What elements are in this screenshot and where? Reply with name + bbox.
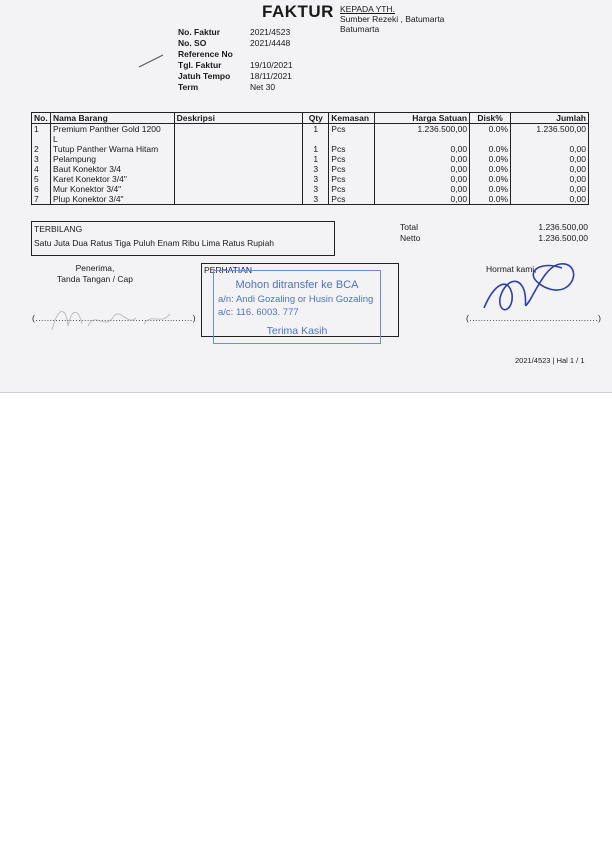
row-no: 7 [32,194,51,205]
terbilang-text: Satu Juta Dua Ratus Tiga Puluh Enam Ribu Lima Ratus Rupiah [34,238,275,248]
meta-label: Reference No [178,49,233,59]
row-qty: 1 [303,144,329,154]
row-disk: 0.0% [470,154,511,164]
row-harga: 0,00 [375,144,470,154]
meta-value: 2021/4448 [250,38,291,48]
netto-label: Netto [400,233,421,243]
meta-label: No. Faktur [178,27,221,37]
penerima-block [40,263,150,285]
row-jumlah: 1.236.500,00 [511,124,589,135]
row-jumlah: 0,00 [511,154,589,164]
right-signature-line: (.............................................) [466,313,602,323]
row-nama: Premium Panther Gold 1200 [50,124,174,135]
row-kemasan: Pcs [329,154,375,164]
row-qty: 3 [303,184,329,194]
meta-row [178,27,293,38]
row-nama: Baut Konektor 3/4 [50,164,174,174]
row-qty: 1 [303,124,329,135]
row-nama: Mur Konektor 3/4" [50,184,174,194]
row-harga: 0,00 [375,194,470,205]
row-kemasan: Pcs [329,144,375,154]
row-disk: 0.0% [470,174,511,184]
total-label: Total [400,222,418,232]
kepada-label: KEPADA YTH. [340,4,395,14]
meta-value: Net 30 [250,82,276,92]
terbilang-label: TERBILANG [34,224,83,234]
perhatian-label: PERHATIAN [204,265,253,275]
col-nama: Nama Barang [50,113,174,124]
table-row [32,164,589,174]
row-disk: 0.0% [470,184,511,194]
table-row [32,134,589,144]
row-jumlah: 0,00 [511,164,589,174]
invoice-title: FAKTUR [262,2,334,21]
table-row [32,194,589,205]
col-harga: Harga Satuan [375,113,470,124]
row-no [32,134,51,144]
table-row [32,154,589,164]
row-kemasan: Pcs [329,174,375,184]
meta-label: No. SO [178,38,207,48]
table-row [32,174,589,184]
row-disk: 0.0% [470,194,511,205]
stamp-line-2: a/n: Andi Gozaling or Husin Gozaling [218,294,374,305]
tanda-tangan-label: Tanda Tangan / Cap [57,274,133,284]
row-kemasan: Pcs [329,124,375,135]
row-kemasan: Pcs [329,164,375,174]
customer-name: Sumber Rezeki , Batumarta [340,14,445,24]
row-kemasan [329,134,375,144]
stamp-line-3: a/c: 116. 6003. 777 [218,307,299,318]
row-disk: 0.0% [470,124,511,135]
row-disk: 0.0% [470,164,511,174]
bank-transfer-stamp [213,270,381,344]
penerima-label: Penerima, [75,263,115,273]
row-jumlah [511,134,589,144]
row-harga: 0,00 [375,184,470,194]
row-jumlah: 0,00 [511,194,589,205]
col-kemasan: Kemasan [329,113,375,124]
left-signature-line: (.......................................................) [32,313,197,323]
terbilang-box [31,221,335,256]
row-kemasan: Pcs [329,184,375,194]
row-jumlah: 0,00 [511,184,589,194]
row-harga: 1.236.500,00 [375,124,470,135]
row-no: 1 [32,124,51,135]
row-nama: Plup Konektor 3/4" [50,194,174,205]
row-disk: 0.0% [470,144,511,154]
row-deskripsi [174,184,303,194]
row-kemasan: Pcs [329,194,375,205]
row-harga: 0,00 [375,164,470,174]
row-deskripsi [174,124,303,135]
row-qty [303,134,329,144]
col-no: No. [32,113,51,124]
col-qty: Qty [303,113,329,124]
row-jumlah: 0,00 [511,144,589,154]
meta-row [178,38,293,49]
row-nama: Tutup Panther Warna Hitam [50,144,174,154]
row-harga: 0,00 [375,154,470,164]
meta-row [178,60,293,71]
row-disk [470,134,511,144]
meta-value: 2021/4523 [250,27,291,37]
row-nama: L [50,134,174,144]
table-row [32,124,589,135]
meta-row [178,49,293,60]
hormat-kami-label: Hormat kami, [486,264,537,274]
row-qty: 1 [303,154,329,164]
row-nama: Pelampung [50,154,174,164]
signature-mark [474,254,584,320]
meta-value: 18/11/2021 [250,71,292,81]
total-value: 1.236.500,00 [538,222,588,232]
row-no: 2 [32,144,51,154]
row-deskripsi [174,174,303,184]
stamp-line-4: Terima Kasih [266,325,328,337]
row-deskripsi [174,164,303,174]
table-row [32,144,589,154]
col-disk: Disk% [470,113,511,124]
table-header-row [32,113,589,124]
pen-stroke-mark [138,54,164,68]
page-number: 2021/4523 | Hal 1 / 1 [515,356,585,365]
stamp-line-1: Mohon ditransfer ke BCA [235,279,359,291]
netto-value: 1.236.500,00 [538,233,588,243]
meta-row [178,71,293,82]
customer-city: Batumarta [340,24,380,34]
row-deskripsi [174,134,303,144]
row-qty: 3 [303,194,329,205]
col-deskripsi: Deskripsi [174,113,303,124]
invoice-meta [178,27,293,93]
faint-handwriting-mark [48,296,198,340]
meta-label: Term [178,82,199,92]
table-row [32,184,589,194]
meta-value: 19/10/2021 [250,60,293,70]
row-deskripsi [174,154,303,164]
row-harga [375,134,470,144]
row-deskripsi [174,194,303,205]
row-harga: 0,00 [375,174,470,184]
row-qty: 3 [303,164,329,174]
row-qty: 3 [303,174,329,184]
row-deskripsi [174,144,303,154]
meta-label: Tgl. Faktur [178,60,222,70]
meta-row [178,82,293,93]
row-nama: Karet Konektor 3/4" [50,174,174,184]
row-no: 5 [32,174,51,184]
row-no: 3 [32,154,51,164]
meta-label: Jatuh Tempo [178,71,231,81]
row-jumlah: 0,00 [511,174,589,184]
scanned-invoice [0,0,612,393]
row-no: 6 [32,184,51,194]
items-table [31,112,589,205]
row-no: 4 [32,164,51,174]
col-jumlah: Jumlah [511,113,589,124]
